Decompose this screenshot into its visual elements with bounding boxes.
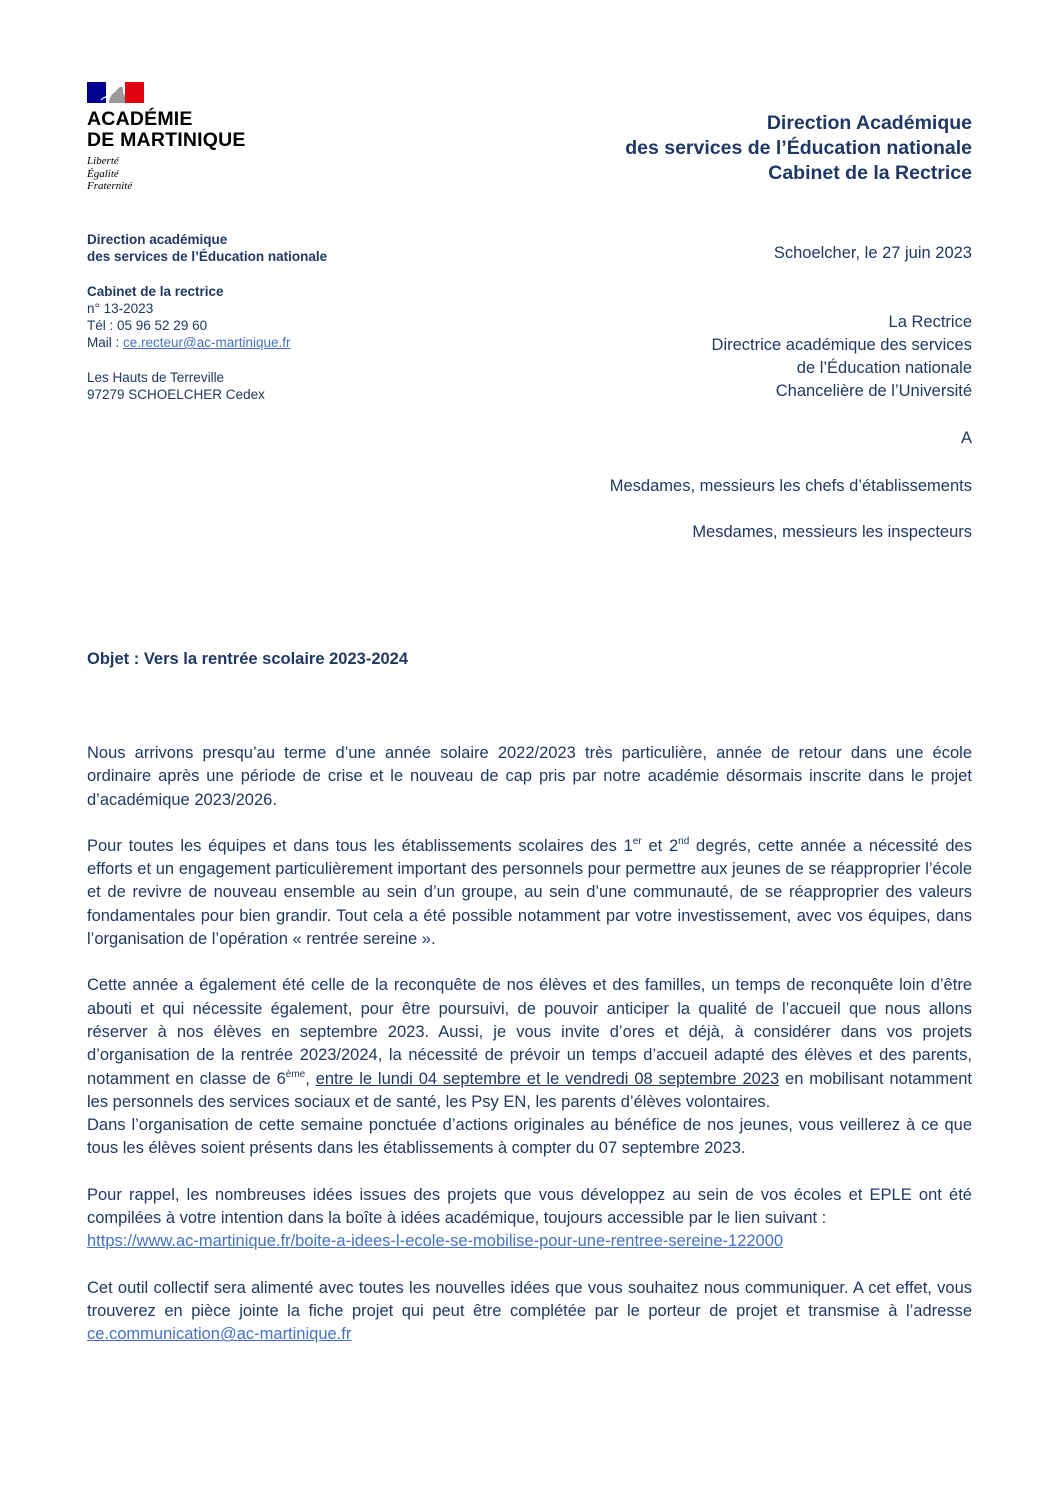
sender-block	[87, 231, 327, 403]
paragraph-4: Pour rappel, les nombreuses idées issues des projets que vous développez au sein de vos écoles et EPLE ont été compilées à votre intention dans la boîte à idées académique, toujours accessible par le lien suivant : https://www.ac-martinique.fr/boite-a-idees-l-ecole-se-mobilise-pour-une-rentree-sereine-122000	[87, 1185, 972, 1251]
letter-date: Schoelcher, le 27 juin 2023	[773, 244, 972, 262]
academy-logo	[87, 82, 287, 193]
signatory-line4: Chancelière de l’Université	[775, 382, 972, 400]
recipient-line2: Mesdames, messieurs les inspecteurs	[692, 523, 972, 541]
motto-liberte: Liberté	[87, 155, 119, 167]
signatory-line2: Directrice académique des services	[711, 336, 972, 354]
letter-subject: Objet : Vers la rentrée scolaire 2023-2024	[87, 650, 409, 668]
communication-email-link[interactable]: ce.communication@ac-martinique.fr	[87, 1325, 352, 1344]
letter-body	[87, 742, 972, 1370]
letterhead-line1: Direction Académique	[766, 112, 972, 134]
paragraph-3: Cette année a également été celle de la reconquête de nos élèves et des familles, un temps de reconquête loin d’être abouti et qui nécessite également, pour être poursuivi, de pouvoir anticiper la qualité de l’accueil que nous allons réserver à nos élèves en septembre 2023. Aussi, je vous invite d’ores et déjà, à considérer dans vos projets d’organisation de la rentrée 2023/2024, la nécessité de prévoir un temps d’accueil adapté des élèves et des parents, notamment en classe de 6ème, entre le lundi 04 septembre et le vendredi 08 septembre 2023 en mobilisant notamment les personnels des services sociaux et de santé, les Psy EN, les parents d’élèves volontaires. Dans l’organisation de cette semaine ponctuée d’actions originales au bénéfice de nos jeunes, vous veillerez à ce que tous les élèves soient présents dans les établissements à compter du 07 septembre 2023.	[87, 976, 973, 1158]
marianne-flag-icon	[87, 82, 144, 103]
dates-underlined: entre le lundi 04 septembre et le vendredi 08 septembre 2023	[315, 1069, 780, 1088]
sender-address-line1: Les Hauts de Terreville	[87, 370, 225, 385]
motto-egalite: Égalité	[87, 167, 119, 180]
paragraph-1: Nous arrivons presqu’au terme d’une année solaire 2022/2023 très particulière, année de retour dans une école ordinaire après une période de crise et le nouveau de cap pris par notre académie désormais inscrite dans le projet d’académique 2023/2026.	[87, 744, 972, 809]
academy-name-line1: ACADÉMIE	[87, 108, 193, 130]
sender-dept-line2: des services de l’Éducation nationale	[87, 249, 328, 264]
signatory-block	[712, 311, 972, 403]
academy-name-line2: DE MARTINIQUE	[87, 129, 246, 151]
letterhead-line3: Cabinet de la Rectrice	[768, 162, 972, 184]
sender-dept-line1: Direction académique	[87, 232, 228, 247]
signatory-line3: de l’Éducation nationale	[796, 359, 972, 377]
addressee-prefix: A	[960, 429, 972, 447]
motto-fraternite: Fraternité	[87, 180, 133, 192]
letterhead-title	[625, 111, 972, 186]
sender-mail	[87, 334, 327, 351]
sender-phone: Tél : 05 96 52 29 60	[87, 318, 208, 333]
paragraph-2: Pour toutes les équipes et dans tous les établissements scolaires des 1er et 2nd degrés, cette année a nécessité des efforts et un engagement particulièrement important des personnels pour permettre aux jeunes de se réapproprier l’école et de revivre de nouveau ensemble au sein d’un groupe, au sein d’une communauté, de se réapproprier des valeurs fondamentales pour bien grandir. Tout cela a été possible notamment par votre investissement, avec vos équipes, dans l’organisation de l’opération « rentrée sereine ».	[87, 835, 972, 949]
republic-motto	[87, 155, 287, 193]
sender-mail-link[interactable]: ce.recteur@ac-martinique.fr	[123, 335, 291, 350]
signatory-line1: La Rectrice	[888, 313, 972, 331]
sender-cabinet: Cabinet de la rectrice	[87, 284, 224, 299]
idea-box-link[interactable]: https://www.ac-martinique.fr/boite-a-idees-l-ecole-se-mobilise-pour-une-rentree-sereine-122000	[87, 1232, 784, 1251]
sender-mail-label: Mail :	[87, 335, 124, 350]
sender-address-line2: 97279 SCHOELCHER Cedex	[87, 387, 265, 402]
sender-reference: n° 13-2023	[87, 301, 154, 316]
paragraph-5: Cet outil collectif sera alimenté avec toutes les nouvelles idées que vous souhaitez nous communiquer. A cet effet, vous trouverez en pièce jointe la fiche projet qui peut être complétée par le porteur de projet et transmise à l’adresse ce.communication@ac-martinique.fr	[87, 1278, 972, 1344]
letterhead-line2: des services de l’Éducation nationale	[625, 137, 972, 159]
recipient-line1: Mesdames, messieurs les chefs d’établissements	[609, 477, 972, 495]
